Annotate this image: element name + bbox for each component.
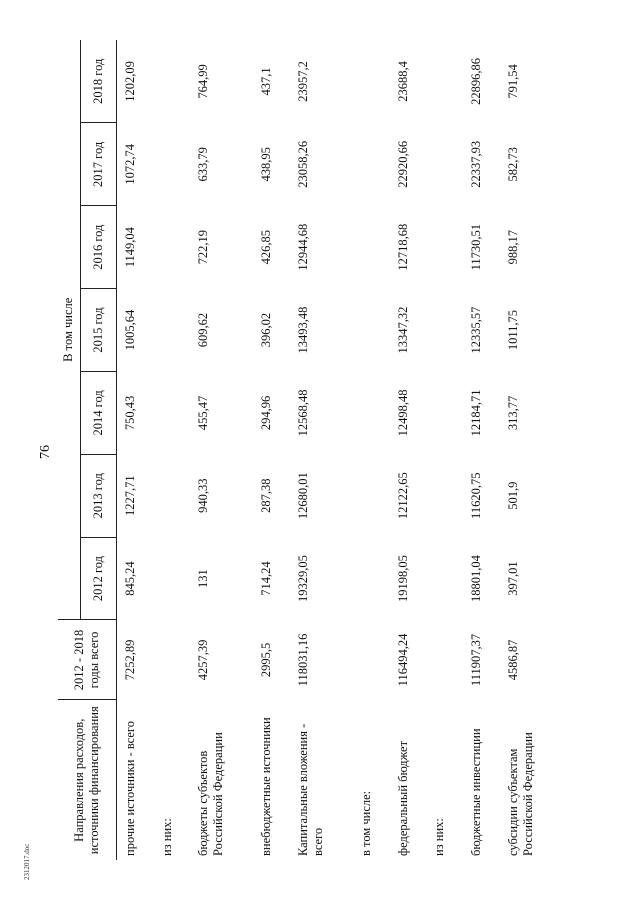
table-cell: 294,96 — [259, 395, 274, 431]
table-cell: 22337,93 — [469, 140, 484, 188]
table-cell: 501,9 — [505, 481, 520, 510]
table-cell: 13493,48 — [296, 306, 311, 354]
table-cell — [154, 123, 191, 206]
table-cell: 19198,05 — [395, 555, 410, 602]
table-body — [116, 40, 563, 860]
table-cell: 313,77 — [505, 395, 520, 431]
table-cell: 1072,74 — [122, 144, 137, 185]
table-cell — [426, 206, 463, 289]
table-cell: 12122,65 — [395, 472, 410, 520]
header-total: 2012 - 2018 годы всего — [58, 620, 116, 700]
table-cell: 12944,68 — [296, 223, 311, 271]
table-cell — [154, 371, 191, 454]
table-cell: 988,17 — [505, 230, 520, 265]
table-cell — [353, 206, 390, 289]
page-number: 76 — [38, 445, 53, 459]
table-cell — [426, 40, 463, 123]
row-label: Капитальные вложения - всего — [296, 723, 326, 856]
table-cell: 437,1 — [259, 67, 274, 96]
table-cell: 12498,48 — [395, 389, 410, 437]
row-total — [353, 620, 390, 700]
rotated-table-container — [58, 40, 563, 860]
row-total: 111907,37 — [469, 633, 484, 687]
row-label: бюджетные инвестиции — [469, 728, 484, 856]
table-cell: 714,24 — [259, 561, 274, 596]
row-total — [154, 620, 191, 700]
row-total: 7252,89 — [122, 639, 137, 681]
table-cell: 13347,32 — [395, 306, 410, 354]
row-total: 4586,87 — [505, 639, 520, 681]
table-cell — [426, 537, 463, 620]
financing-table — [58, 40, 563, 860]
table-cell — [426, 371, 463, 454]
table-row — [463, 40, 500, 860]
table-cell: 791,54 — [505, 64, 520, 99]
table-cell: 609,62 — [196, 312, 211, 348]
table-cell — [154, 40, 191, 123]
row-label: прочие источники - всего — [122, 721, 137, 856]
table-cell: 426,85 — [259, 230, 274, 265]
table-cell — [154, 537, 191, 620]
header-year: 2015 год — [80, 289, 116, 372]
table-cell: 438,95 — [259, 147, 274, 182]
table-row — [190, 40, 253, 860]
table-cell: 940,33 — [196, 478, 211, 513]
table-row — [426, 40, 463, 860]
table-cell: 455,47 — [196, 395, 211, 431]
table-cell — [154, 454, 191, 537]
table-cell: 12680,01 — [296, 472, 311, 520]
table-cell: 12568,48 — [296, 389, 311, 437]
table-cell: 11620,75 — [469, 472, 484, 519]
row-label: федеральный бюджет — [395, 740, 410, 856]
table-cell: 11730,51 — [469, 223, 484, 271]
table-cell: 12184,71 — [469, 389, 484, 437]
table-row — [353, 40, 390, 860]
table-row — [253, 40, 290, 860]
table-cell — [426, 123, 463, 206]
row-total — [426, 620, 463, 700]
table-cell: 18801,04 — [469, 555, 484, 602]
table-cell: 396,02 — [259, 312, 274, 348]
table-cell: 23058,26 — [296, 140, 311, 188]
table-cell: 22920,66 — [395, 140, 410, 188]
row-label: внебюджетные источники — [259, 717, 274, 856]
table-cell — [353, 371, 390, 454]
table-cell — [154, 206, 191, 289]
table-cell: 12718,68 — [395, 223, 410, 271]
table-cell — [353, 537, 390, 620]
row-total: 4257,39 — [196, 639, 211, 681]
table-cell — [426, 454, 463, 537]
header-direction: Направления расходов, источники финансирования — [58, 700, 116, 860]
table-cell: 397,01 — [505, 561, 520, 596]
table-cell — [353, 454, 390, 537]
table-cell: 1011,75 — [505, 309, 520, 351]
row-total: 2995,5 — [259, 642, 274, 678]
row-label: в том числе: — [359, 790, 374, 856]
header-including: В том числе — [58, 40, 80, 620]
table-cell — [154, 289, 191, 372]
header-year: 2012 год — [80, 537, 116, 620]
table-cell: 22896,86 — [469, 58, 484, 105]
table-cell: 131 — [196, 569, 211, 588]
header-year: 2018 год — [80, 40, 116, 123]
table-row — [154, 40, 191, 860]
table-cell: 1202,09 — [122, 61, 137, 102]
row-total: 116494,24 — [395, 633, 410, 687]
table-cell: 1005,64 — [122, 309, 137, 351]
table-cell: 750,43 — [122, 395, 137, 431]
table-cell — [426, 289, 463, 372]
header-year: 2014 год — [80, 371, 116, 454]
table-cell: 23688,4 — [395, 61, 410, 102]
table-cell: 582,73 — [505, 147, 520, 182]
table-cell — [353, 289, 390, 372]
table-cell: 722,19 — [196, 230, 211, 265]
table-row — [390, 40, 427, 860]
table-row — [116, 40, 154, 860]
table-cell — [353, 40, 390, 123]
row-label: субсидии субъектам Российской Федерации — [505, 732, 535, 856]
table-cell: 287,38 — [259, 478, 274, 513]
table-cell: 845,24 — [122, 561, 137, 596]
footer-file-code: 2312017.doc — [23, 843, 31, 880]
table-cell: 1227,71 — [122, 475, 137, 517]
table-row — [500, 40, 563, 860]
header-year: 2013 год — [80, 454, 116, 537]
header-year: 2017 год — [80, 123, 116, 206]
header-year: 2016 год — [80, 206, 116, 289]
table-cell: 12335,57 — [469, 306, 484, 354]
row-label: из них: — [432, 818, 447, 856]
table-cell: 633,79 — [196, 147, 211, 182]
row-label: бюджеты субъектов Российской Федерации — [196, 732, 226, 856]
table-cell: 23957,2 — [296, 61, 311, 102]
row-label: из них: — [159, 818, 174, 856]
table-cell — [353, 123, 390, 206]
row-total: 118031,16 — [296, 633, 311, 687]
table-cell: 764,99 — [196, 64, 211, 99]
table-header — [58, 40, 116, 860]
table-row — [290, 40, 353, 860]
table-cell: 19329,05 — [296, 555, 311, 602]
table-cell: 1149,04 — [122, 227, 137, 268]
